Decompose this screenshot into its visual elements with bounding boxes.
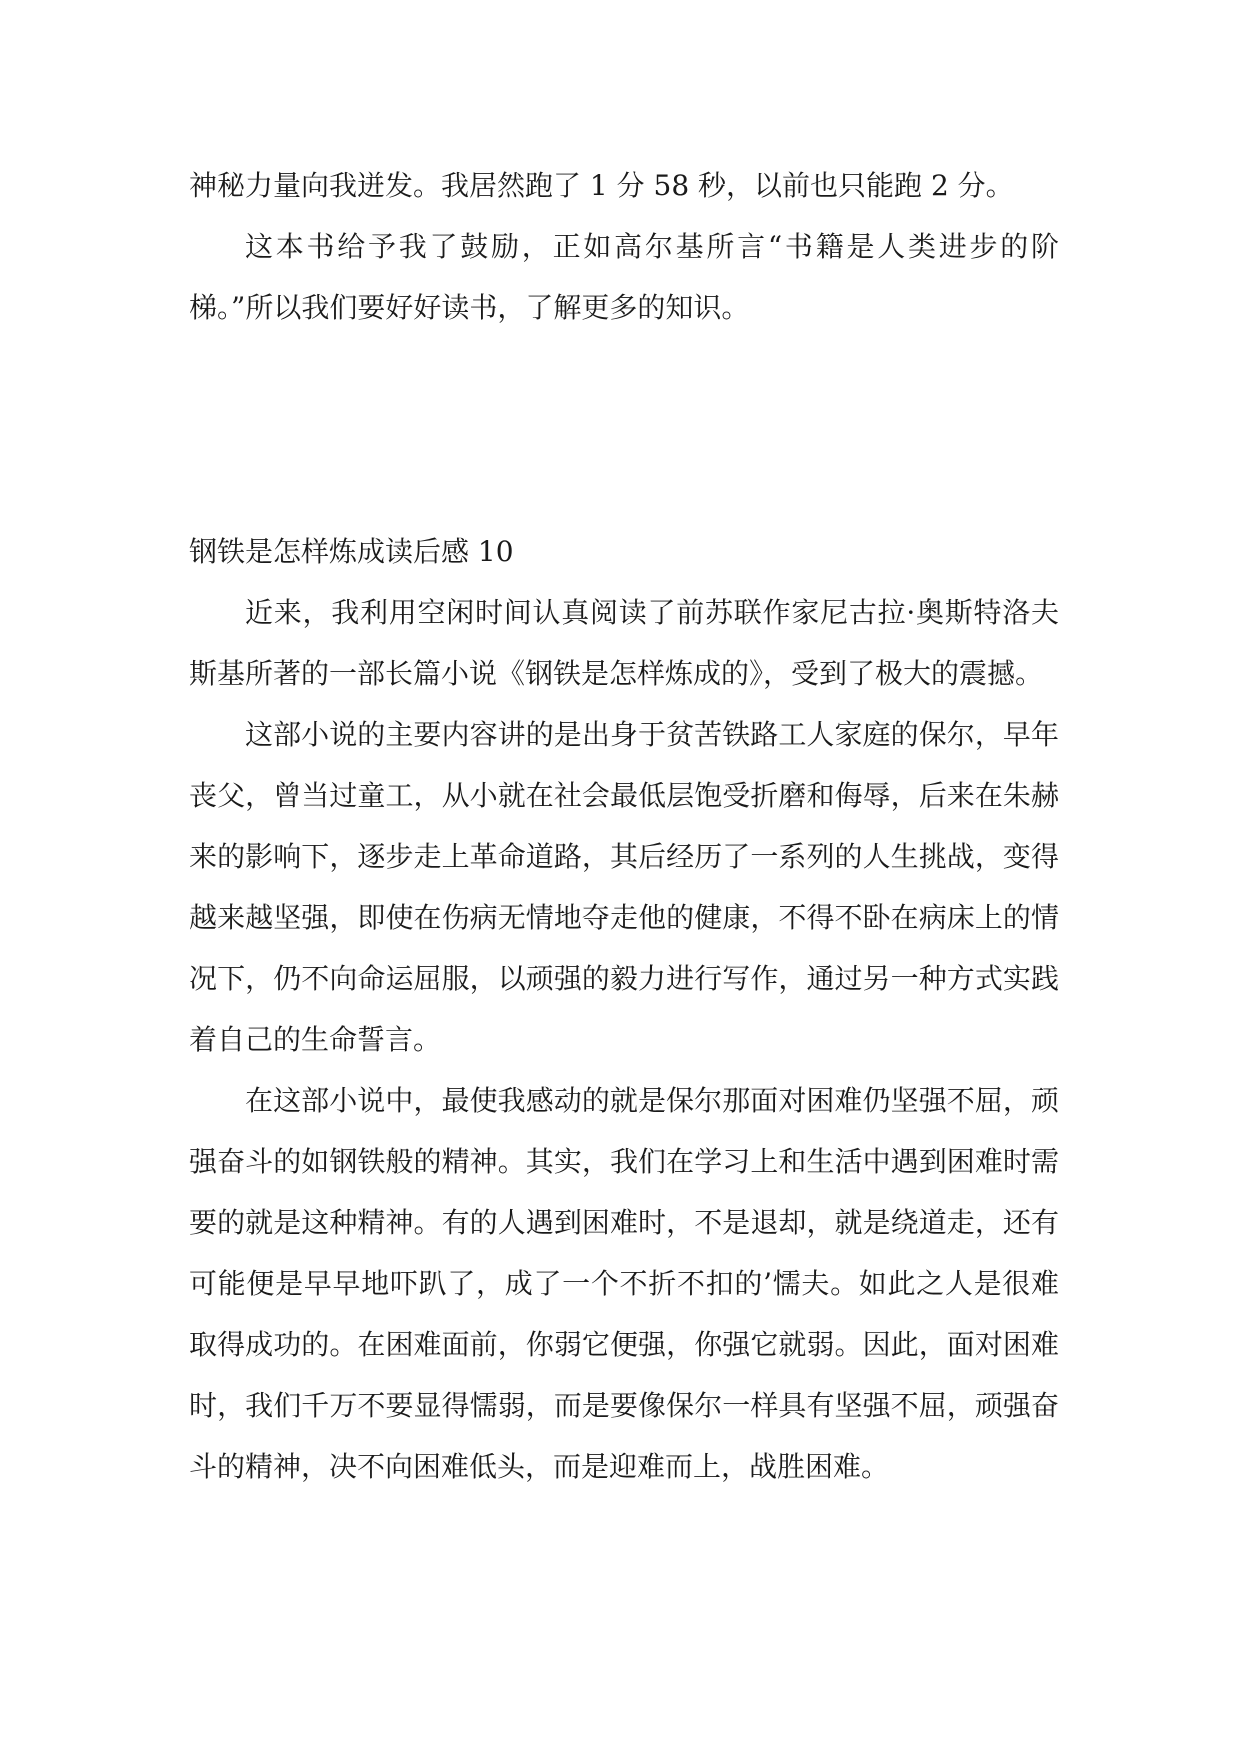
- document-body: [189, 155, 1059, 1497]
- section-title: 钢铁是怎样炼成读后感 10: [189, 535, 514, 568]
- paragraph-summary: 这部小说的主要内容讲的是出身于贫苦铁路工人家庭的保尔，早年丧父，曾当过童工，从小就在社会最低层饱受折磨和侮辱，后来在朱赫来的影响下，逐步走上革命道路，其后经历了一系列的人生挑战，变得越来越坚强，即使在伤病无情地夺走他的健康，不得不卧在病床上的情况下，仍不向命运屈服，以顽强的毅力进行写作，通过另一种方式实践着自己的生命誓言。: [189, 718, 1059, 1056]
- paragraph-intro: 近来，我利用空闲时间认真阅读了前苏联作家尼古拉·奥斯特洛夫斯基所著的一部长篇小说《钢铁是怎样炼成的》，受到了极大的震撼。: [189, 596, 1059, 690]
- section-gap: [189, 338, 1059, 521]
- paragraph-reflection: 在这部小说中，最使我感动的就是保尔那面对困难仍坚强不屈，顽强奋斗的如钢铁般的精神。其实，我们在学习上和生活中遇到困难时需要的就是这种精神。有的人遇到困难时，不是退却，就是绕道走，还有可能便是早早地吓趴了，成了一个不折不扣的’懦夫。如此之人是很难取得成功的。在困难面前，你弱它便强，你强它就弱。因此，面对困难时，我们千万不要显得懦弱，而是要像保尔一样具有坚强不屈，顽强奋斗的精神，决不向困难低头，而是迎难而上，战胜困难。: [189, 1084, 1059, 1483]
- paragraph-continued: 神秘力量向我迸发。我居然跑了 1 分 58 秒，以前也只能跑 2 分。: [189, 169, 1014, 202]
- paragraph-encouragement: 这本书给予我了鼓励，正如高尔基所言“书籍是人类进步的阶梯。”所以我们要好好读书，了解更多的知识。: [189, 230, 1059, 324]
